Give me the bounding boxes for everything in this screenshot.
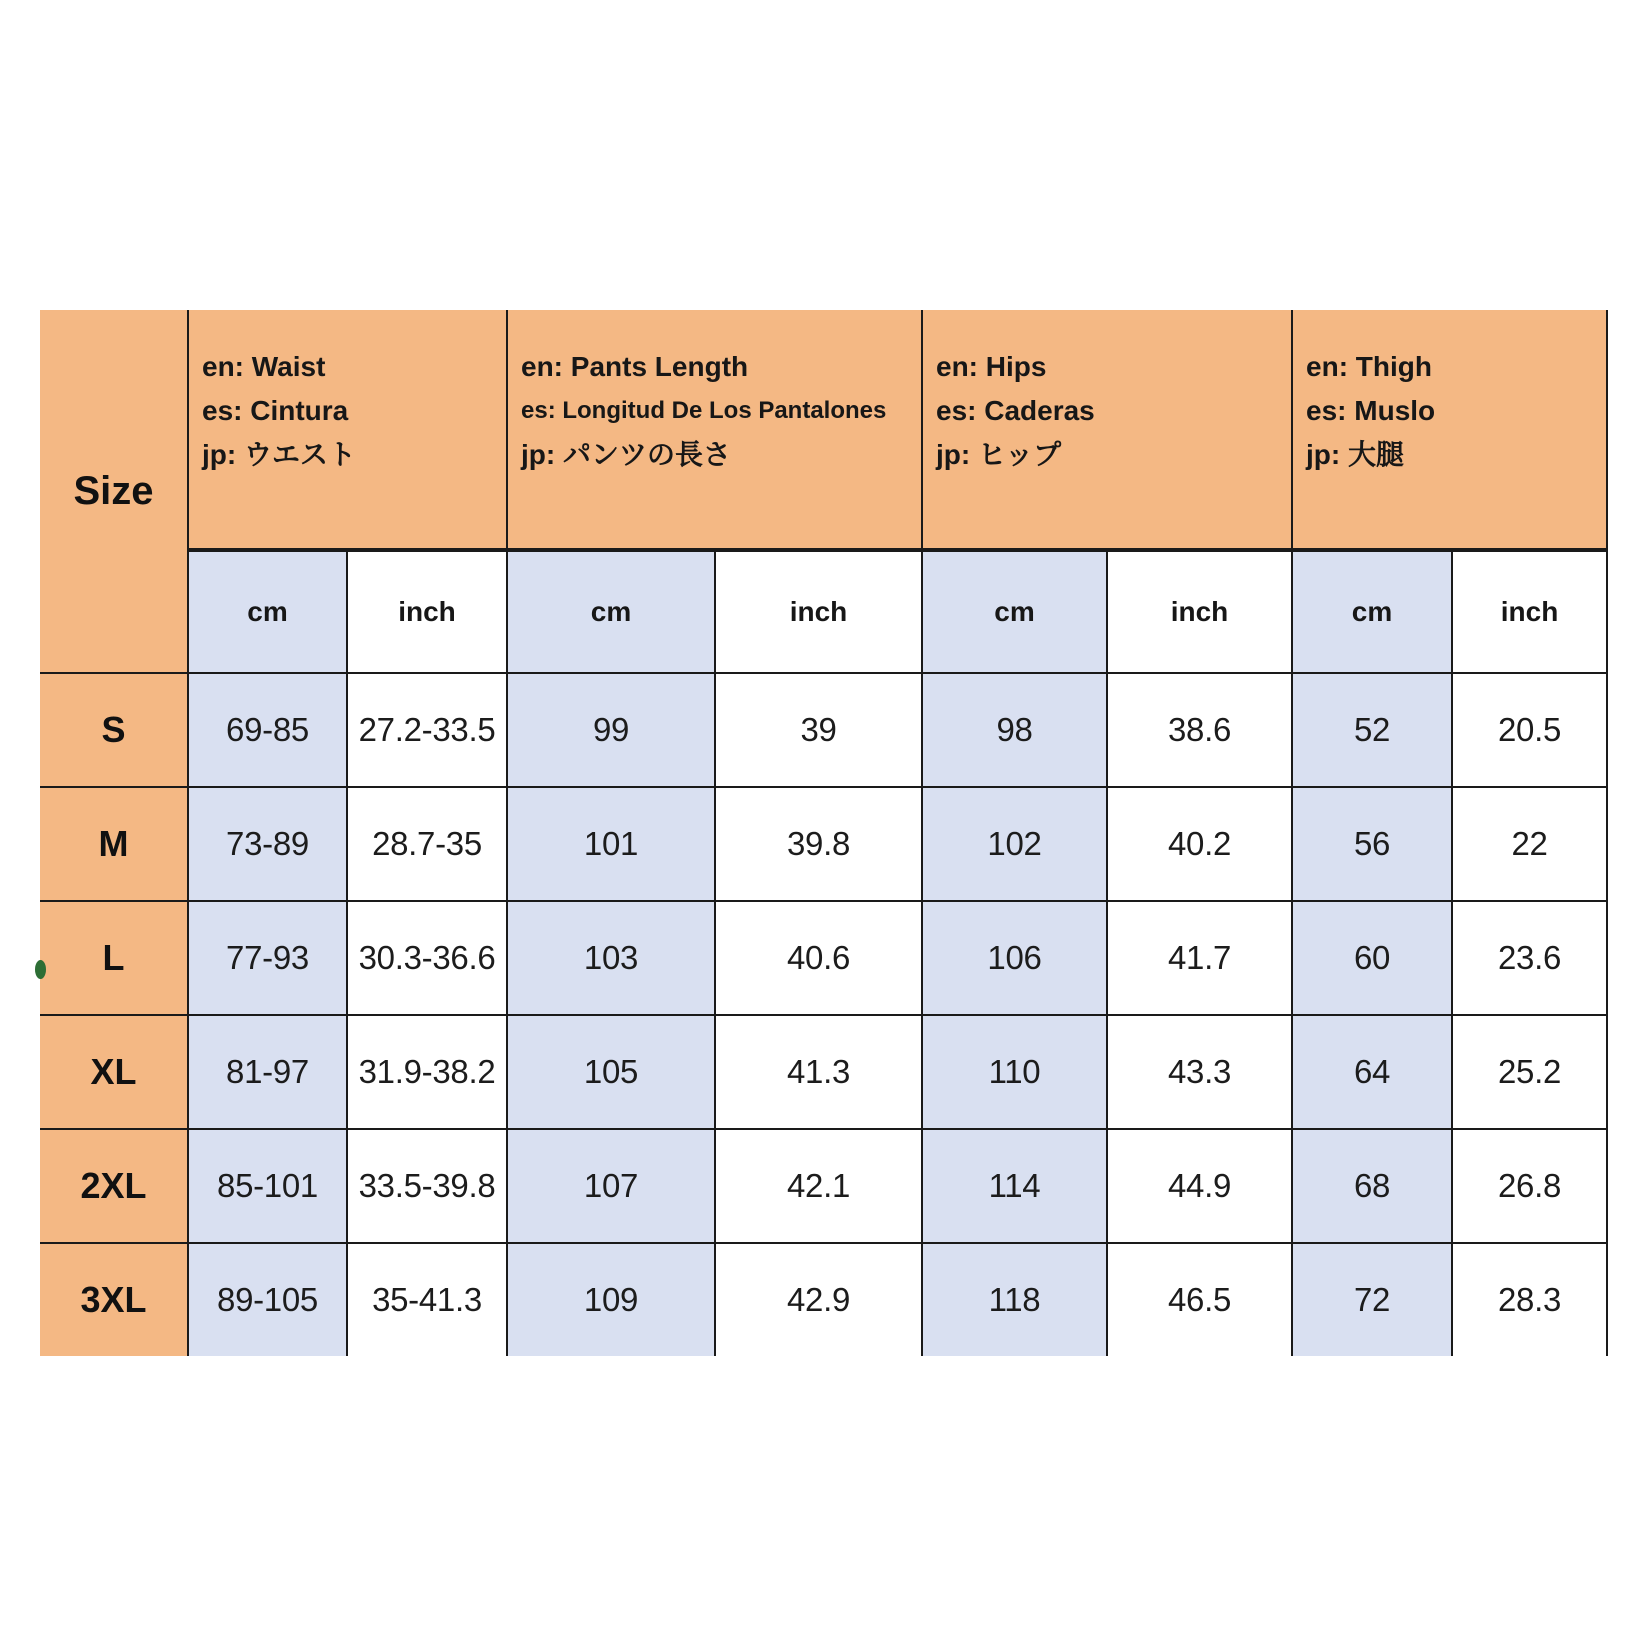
size-label: L — [40, 901, 188, 1015]
pants-label-en: en: Pants Length — [521, 351, 749, 382]
hips-label-jp: jp: ヒップ — [936, 439, 1062, 470]
value-cell: 39 — [715, 673, 922, 787]
value-cell: 107 — [507, 1129, 715, 1243]
value-cell: 118 — [922, 1243, 1107, 1356]
table-row-xl — [40, 1015, 1607, 1129]
value-cell: 27.2-33.5 — [347, 673, 507, 787]
value-cell: 68 — [1292, 1129, 1452, 1243]
unit-header-waist-inch: inch — [347, 550, 507, 673]
value-cell: 98 — [922, 673, 1107, 787]
value-cell: 43.3 — [1107, 1015, 1292, 1129]
table-row-s — [40, 673, 1607, 787]
pants-label-es: es: Longitud De Los Pantalones — [521, 397, 887, 424]
value-cell: 69-85 — [188, 673, 347, 787]
size-chart-table — [40, 310, 1608, 1356]
value-cell: 39.8 — [715, 787, 922, 901]
thigh-label-es: es: Muslo — [1306, 395, 1436, 426]
value-cell: 114 — [922, 1129, 1107, 1243]
value-cell: 25.2 — [1452, 1015, 1607, 1129]
value-cell: 41.3 — [715, 1015, 922, 1129]
value-cell: 64 — [1292, 1015, 1452, 1129]
green-artifact-dot — [35, 960, 46, 979]
measurement-header-thigh — [1292, 310, 1607, 550]
value-cell: 110 — [922, 1015, 1107, 1129]
size-chart — [40, 310, 1608, 1356]
value-cell: 23.6 — [1452, 901, 1607, 1015]
unit-header-pants-cm: cm — [507, 550, 715, 673]
table-row-2xl — [40, 1129, 1607, 1243]
size-label: XL — [40, 1015, 188, 1129]
hips-label-en: en: Hips — [936, 351, 1047, 382]
value-cell: 38.6 — [1107, 673, 1292, 787]
value-cell: 22 — [1452, 787, 1607, 901]
measurement-header-pants-length — [507, 310, 922, 550]
size-label: 2XL — [40, 1129, 188, 1243]
size-header-cell: Size — [40, 310, 188, 673]
value-cell: 26.8 — [1452, 1129, 1607, 1243]
value-cell: 33.5-39.8 — [347, 1129, 507, 1243]
waist-label-es: es: Cintura — [202, 395, 349, 426]
table-row-3xl — [40, 1243, 1607, 1356]
value-cell: 85-101 — [188, 1129, 347, 1243]
value-cell: 105 — [507, 1015, 715, 1129]
unit-header-hips-cm: cm — [922, 550, 1107, 673]
size-label: S — [40, 673, 188, 787]
value-cell: 77-93 — [188, 901, 347, 1015]
value-cell: 42.9 — [715, 1243, 922, 1356]
value-cell: 101 — [507, 787, 715, 901]
waist-label-en: en: Waist — [202, 351, 326, 382]
value-cell: 44.9 — [1107, 1129, 1292, 1243]
value-cell: 41.7 — [1107, 901, 1292, 1015]
value-cell: 102 — [922, 787, 1107, 901]
value-cell: 99 — [507, 673, 715, 787]
thigh-label-jp: jp: 大腿 — [1306, 439, 1405, 470]
unit-header-pants-inch: inch — [715, 550, 922, 673]
thigh-label-en: en: Thigh — [1306, 351, 1432, 382]
header-row-measurements — [40, 310, 1607, 550]
value-cell: 30.3-36.6 — [347, 901, 507, 1015]
value-cell: 52 — [1292, 673, 1452, 787]
waist-label-jp: jp: ウエスト — [202, 439, 356, 470]
size-label: 3XL — [40, 1243, 188, 1356]
value-cell: 56 — [1292, 787, 1452, 901]
value-cell: 28.7-35 — [347, 787, 507, 901]
unit-header-thigh-inch: inch — [1452, 550, 1607, 673]
value-cell: 28.3 — [1452, 1243, 1607, 1356]
value-cell: 60 — [1292, 901, 1452, 1015]
hips-label-es: es: Caderas — [936, 395, 1095, 426]
value-cell: 81-97 — [188, 1015, 347, 1129]
value-cell: 40.6 — [715, 901, 922, 1015]
pants-label-jp: jp: パンツの長さ — [521, 439, 731, 470]
table-row-m — [40, 787, 1607, 901]
measurement-header-waist — [188, 310, 507, 550]
value-cell: 35-41.3 — [347, 1243, 507, 1356]
value-cell: 103 — [507, 901, 715, 1015]
value-cell: 73-89 — [188, 787, 347, 901]
value-cell: 46.5 — [1107, 1243, 1292, 1356]
value-cell: 20.5 — [1452, 673, 1607, 787]
unit-header-waist-cm: cm — [188, 550, 347, 673]
value-cell: 40.2 — [1107, 787, 1292, 901]
measurement-header-hips — [922, 310, 1292, 550]
value-cell: 42.1 — [715, 1129, 922, 1243]
table-row-l — [40, 901, 1607, 1015]
value-cell: 109 — [507, 1243, 715, 1356]
value-cell: 72 — [1292, 1243, 1452, 1356]
value-cell: 106 — [922, 901, 1107, 1015]
value-cell: 89-105 — [188, 1243, 347, 1356]
header-row-units — [40, 550, 1607, 673]
unit-header-hips-inch: inch — [1107, 550, 1292, 673]
size-label: M — [40, 787, 188, 901]
value-cell: 31.9-38.2 — [347, 1015, 507, 1129]
unit-header-thigh-cm: cm — [1292, 550, 1452, 673]
